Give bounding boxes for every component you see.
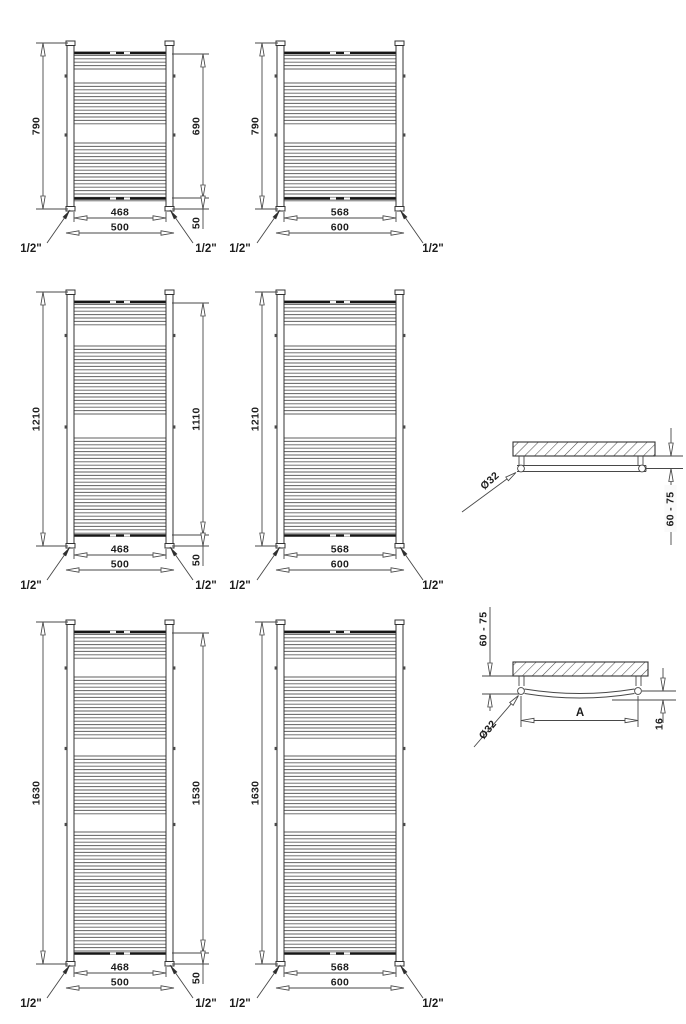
- dim-bow-depth: 16: [653, 717, 666, 731]
- radiator-front-view-500x1630: [36, 620, 209, 998]
- dim-arrow: [661, 700, 665, 713]
- side-view-straight: [462, 428, 683, 545]
- bracket-stems: [519, 456, 643, 465]
- dim-inner-width: 468: [110, 961, 130, 974]
- dim-inner-width: 468: [110, 206, 130, 219]
- dim-tube-offset: 50: [190, 216, 203, 230]
- bracket-stems: [519, 676, 641, 686]
- tube-end-right: [635, 688, 642, 695]
- rail-profile: [517, 466, 646, 472]
- dim-arrow: [488, 694, 492, 707]
- connection-size-right: 1/2": [422, 998, 444, 1010]
- dim-arrow: [625, 718, 638, 722]
- connection-size-left: 1/2": [20, 243, 42, 255]
- connection-size-left: 1/2": [20, 580, 42, 592]
- dim-arrow: [488, 663, 492, 676]
- dim-tube-diameter: Ø32: [478, 469, 502, 493]
- dim-tube-diameter: Ø32: [476, 718, 500, 742]
- dim-tube-offset: 50: [190, 553, 203, 567]
- dim-overall-height: 1210: [249, 406, 262, 432]
- leader-arrow: [506, 473, 516, 481]
- dim-outer-width: 500: [110, 976, 130, 989]
- dim-tube-offset: 50: [190, 971, 203, 985]
- dim-inner-height: 1530: [190, 780, 203, 806]
- dim-inner-width: 468: [110, 543, 130, 556]
- tube-end-right: [639, 465, 646, 472]
- dim-wall-distance: 60 - 75: [664, 491, 677, 527]
- connection-size-left: 1/2": [229, 998, 251, 1010]
- connection-size-left: 1/2": [229, 580, 251, 592]
- radiator-front-view-600x1210: [255, 290, 423, 580]
- wall-section: [513, 662, 648, 676]
- dim-outer-width: 600: [330, 976, 350, 989]
- dim-arrow: [669, 469, 673, 482]
- dim-overall-height: 1630: [249, 780, 262, 806]
- connection-size-left: 1/2": [20, 998, 42, 1010]
- connection-size-right: 1/2": [195, 998, 217, 1010]
- bowed-rail-profile: [525, 689, 635, 698]
- side-view-curved: [474, 607, 676, 747]
- dim-outer-width: 600: [330, 558, 350, 571]
- connection-size-right: 1/2": [195, 580, 217, 592]
- dim-overall-height: 1210: [30, 406, 43, 432]
- dim-arrow: [661, 678, 665, 691]
- connection-size-right: 1/2": [195, 243, 217, 255]
- connection-size-right: 1/2": [422, 580, 444, 592]
- connection-size-right: 1/2": [422, 243, 444, 255]
- radiator-front-view-500x1210: [36, 290, 209, 580]
- dim-inner-width: 568: [330, 961, 350, 974]
- tube-end-left: [518, 465, 525, 472]
- tube-end-left: [518, 688, 525, 695]
- extension-lines: [646, 456, 683, 469]
- dim-inner-width: 568: [330, 543, 350, 556]
- extension-lines: [482, 676, 519, 694]
- leader-arrow: [510, 696, 519, 706]
- dim-centres: A: [575, 707, 585, 719]
- dim-inner-width: 568: [330, 206, 350, 219]
- dim-wall-distance: 60 - 75: [477, 611, 490, 647]
- dim-arrow: [669, 443, 673, 456]
- dim-outer-width: 600: [330, 221, 350, 234]
- wall-section: [513, 442, 655, 456]
- dim-overall-height: 790: [30, 116, 43, 136]
- dim-overall-height: 790: [249, 116, 262, 136]
- dim-overall-height: 1630: [30, 780, 43, 806]
- dim-outer-width: 500: [110, 558, 130, 571]
- dim-inner-height: 1110: [190, 407, 203, 431]
- radiator-front-view-600x1630: [255, 620, 423, 998]
- dim-arrow: [521, 718, 534, 722]
- connection-size-left: 1/2": [229, 243, 251, 255]
- dim-inner-height: 690: [190, 116, 203, 136]
- dim-outer-width: 500: [110, 221, 130, 234]
